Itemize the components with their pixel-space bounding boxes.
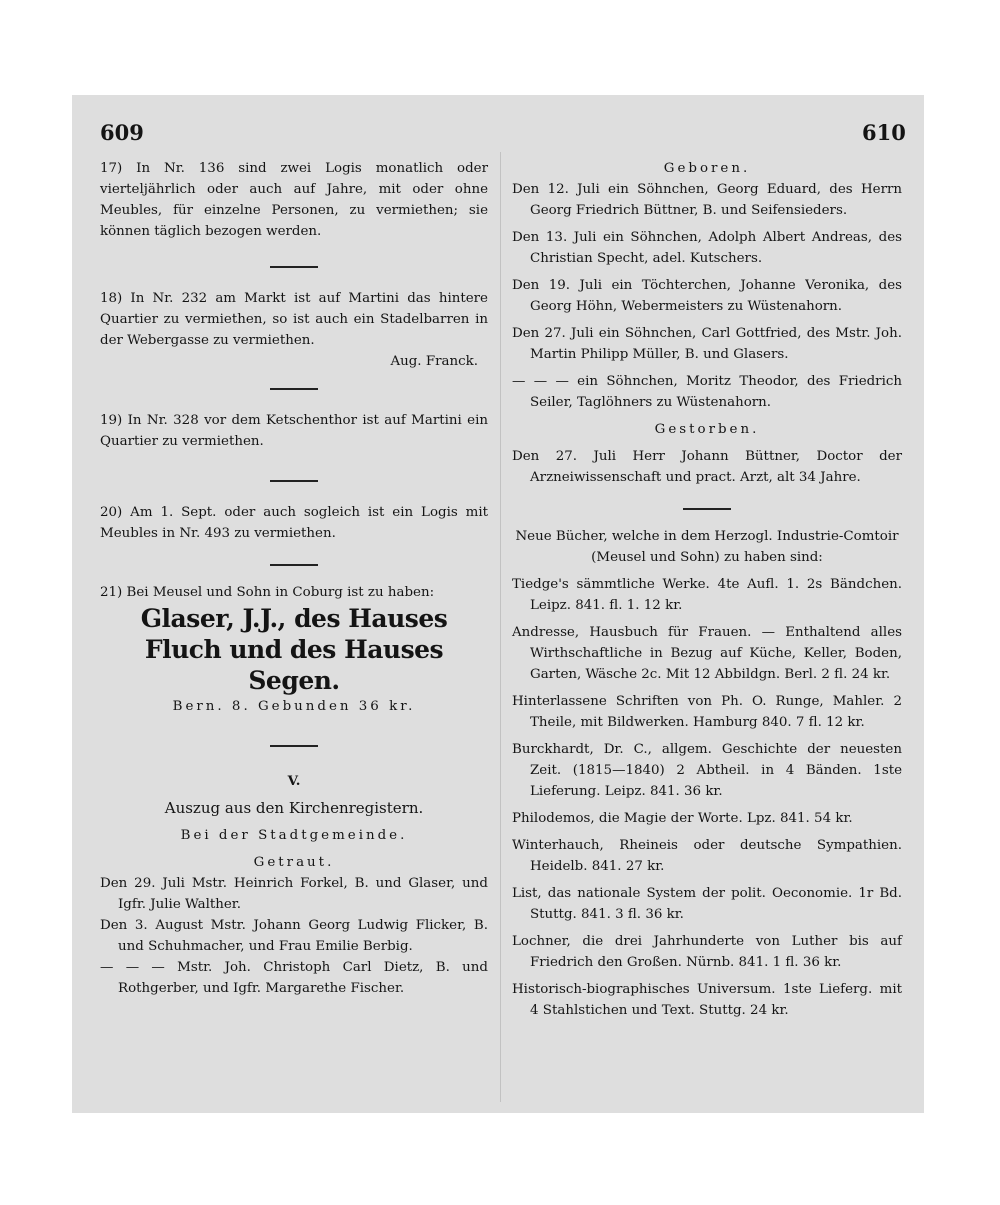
ad-18: 18) In Nr. 232 am Markt ist auf Martini das hintere Quartier zu vermiethen, so ist auch ein Stadelbarren in der Webergasse zu vermiethen. — [100, 291, 488, 348]
ad-18-signature: Aug. Franck. — [390, 354, 478, 369]
ad-20: 20) Am 1. Sept. oder auch sogleich ist ein Logis mit Meubles in Nr. 493 zu vermiethen. — [100, 505, 488, 541]
right-column — [512, 158, 902, 1021]
ad-19: 19) In Nr. 328 vor dem Ketschenthor ist auf Martini ein Quartier zu vermiethen. — [100, 413, 488, 449]
married-entry: — — — Mstr. Joh. Christoph Carl Dietz, B. und Rothgerber, und Igfr. Margarethe Fischer. — [100, 960, 488, 996]
born-entry: Den 12. Juli ein Söhnchen, Georg Eduard, des Herrn Georg Friedrich Büttner, B. und Seifensieders. — [512, 182, 902, 218]
books-heading: Neue Bücher, welche in dem Herzogl. Industrie-Comtoir (Meusel und Sohn) zu haben sind: — [515, 529, 899, 565]
parish-heading: Bei der Stadtgemeinde. — [180, 828, 408, 843]
page-number-left: 609 — [100, 120, 144, 145]
book-entry: Winterhauch, Rheineis oder deutsche Sympathien. Heidelb. 841. 27 kr. — [512, 838, 902, 874]
married-heading: Getraut. — [253, 855, 335, 870]
book-entry: Andresse, Hausbuch für Frauen. — Enthaltend alles Wirthschaftliche in Bezug auf Küche, Keller, Boden, Garten, Wäsche 2c. Mit 12 Abbildgn. Berl. 2 fl. 24 kr. — [512, 625, 902, 682]
married-entry: Den 29. Juli Mstr. Heinrich Forkel, B. und Glaser, und Igfr. Julie Walther. — [100, 876, 488, 912]
ad-17: 17) In Nr. 136 sind zwei Logis monatlich oder vierteljährlich oder auch auf Jahre, mit oder ohne Meubles, für einzelne Personen, zu vermiethen; sie können täglich bezogen werden. — [100, 161, 488, 239]
born-entry: — — — ein Söhnchen, Moritz Theodor, des Friedrich Seiler, Taglöhners zu Wüstenahorn. — [512, 374, 902, 410]
book-entry: Lochner, die drei Jahrhunderte von Luther bis auf Friedrich den Großen. Nürnb. 841. 1 fl. 36 kr. — [512, 934, 902, 970]
died-entry: Den 27. Juli Herr Johann Büttner, Doctor der Arzneiwissenschaft und pract. Arzt, alt 34 Jahre. — [512, 449, 902, 485]
book-entry: Tiedge's sämmtliche Werke. 4te Aufl. 1. 2s Bändchen. Leipz. 841. fl. 1. 12 kr. — [512, 577, 902, 613]
separator — [270, 745, 318, 747]
book-entry: List, das nationale System der polit. Oeconomie. 1r Bd. Stuttg. 841. 3 fl. 36 kr. — [512, 886, 902, 922]
ad-21-book-title: Glaser, J.J., des Hauses Fluch und des Hauses Segen. — [140, 604, 448, 695]
separator — [270, 564, 318, 566]
born-heading: Geboren. — [663, 161, 751, 176]
died-heading: Gestorben. — [654, 422, 760, 437]
column-divider — [500, 152, 501, 1102]
separator — [270, 480, 318, 482]
book-entry: Burckhardt, Dr. C., allgem. Geschichte der neuesten Zeit. (1815—1840) 2 Abtheil. in 4 Bänden. 1ste Lieferung. Leipz. 841. 36 kr. — [512, 742, 902, 799]
ad-21: 21) Bei Meusel und Sohn in Coburg ist zu haben: — [100, 585, 435, 600]
section-number: V. — [287, 773, 301, 789]
book-entry: Historisch-biographisches Universum. 1ste Lieferg. mit 4 Stahlstichen und Text. Stuttg. 24 kr. — [512, 982, 902, 1018]
born-entry: Den 13. Juli ein Söhnchen, Adolph Albert Andreas, des Christian Specht, adel. Kutschers. — [512, 230, 902, 266]
book-entry: Hinterlassene Schriften von Ph. O. Runge, Mahler. 2 Theile, mit Bildwerken. Hamburg 840. 7 fl. 12 kr. — [512, 694, 902, 730]
page-number-right: 610 — [862, 120, 906, 145]
left-column — [100, 158, 488, 999]
book-entry: Philodemos, die Magie der Worte. Lpz. 841. 54 kr. — [512, 811, 853, 826]
married-entry: Den 3. August Mstr. Johann Georg Ludwig Flicker, B. und Schuhmacher, und Frau Emilie Berbig. — [100, 918, 488, 954]
section-title: Auszug aus den Kirchenregistern. — [164, 799, 424, 817]
separator — [683, 508, 731, 510]
separator — [270, 266, 318, 268]
ad-21-price: Bern. 8. Gebunden 36 kr. — [172, 699, 416, 714]
born-entry: Den 19. Juli ein Töchterchen, Johanne Veronika, des Georg Höhn, Webermeisters zu Wüstenahorn. — [512, 278, 902, 314]
born-entry: Den 27. Juli ein Söhnchen, Carl Gottfried, des Mstr. Joh. Martin Philipp Müller, B. und Glasers. — [512, 326, 902, 362]
separator — [270, 388, 318, 390]
